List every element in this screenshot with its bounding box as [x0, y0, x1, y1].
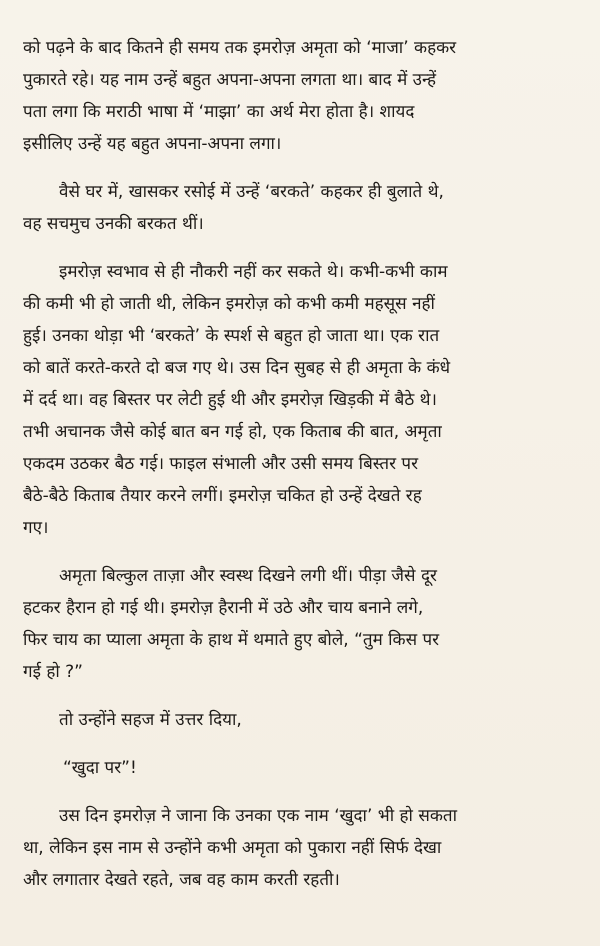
text-line: हटकर हैरान हो गई थी। इमरोज़ हैरानी में उठे और चाय बनाने लगे, — [23, 598, 424, 618]
text-line: इसीलिए उन्हें यह बहुत अपना-अपना लगा। — [23, 134, 282, 154]
text-line: को बातें करते-करते दो बज गए थे। उस दिन सुबह से ही अमृता के कंधे — [23, 358, 451, 378]
paragraph-2 — [23, 176, 576, 240]
text-line: पुकारते रहे। यह नाम उन्हें बहुत अपना-अपना लगता था। बाद में उन्हें — [23, 70, 437, 90]
text-line: बैठे-बैठे किताब तैयार करने लगीं। इमरोज़ चकित हो उन्हें देखते रह — [23, 486, 422, 506]
text-line: इमरोज़ स्वभाव से ही नौकरी नहीं कर सकते थे। कभी-कभी काम — [59, 262, 448, 282]
text-line: फिर चाय का प्याला अमृता के हाथ में थमाते हुए बोले, “तुम किस पर — [23, 630, 440, 650]
text-line: हुई। उनका थोड़ा भी ‘बरकते’ के स्पर्श से बहुत हो जाता था। एक रात — [23, 326, 440, 346]
paragraph-gap — [23, 160, 576, 176]
text-line: अमृता बिल्कुल ताज़ा और स्वस्थ दिखने लगी थीं। पीड़ा जैसे दूर — [59, 566, 437, 586]
paragraph-gap — [23, 544, 576, 560]
text-line: पता लगा कि मराठी भाषा में ‘माझा’ का अर्थ मेरा होता है। शायद — [23, 102, 415, 122]
text-line: की कमी भी हो जाती थी, लेकिन इमरोज़ को कभी कमी महसूस नहीं — [23, 294, 435, 314]
text-line: “खुदा पर”! — [63, 758, 137, 778]
paragraph-6 — [23, 752, 576, 784]
paragraph-1 — [23, 32, 576, 160]
text-line: और लगातार देखते रहते, जब वह काम करती रहती। — [23, 870, 340, 890]
text-line: में दर्द था। वह बिस्तर पर लेटी हुई थी और इमरोज़ खिड़की में बैठे थे। — [23, 390, 437, 410]
text-line: उस दिन इमरोज़ ने जाना कि उनका एक नाम ‘खुदा’ भी हो सकता — [59, 806, 457, 826]
text-line: एकदम उठकर बैठ गई। फाइल संभाली और उसी समय बिस्तर पर — [23, 454, 419, 474]
text-line: गए। — [23, 518, 49, 538]
paragraph-gap — [23, 784, 576, 800]
text-line: वैसे घर में, खासकर रसोई में उन्हें ‘बरकते’ कहकर ही बुलाते थे, — [59, 182, 444, 202]
paragraph-4 — [23, 560, 576, 688]
paragraph-7 — [23, 800, 576, 896]
text-line: तभी अचानक जैसे कोई बात बन गई हो, एक किताब की बात, अमृता — [23, 422, 442, 442]
text-line: को पढ़ने के बाद कितने ही समय तक इमरोज़ अमृता को ‘माजा’ कहकर — [23, 38, 457, 58]
paragraph-3 — [23, 256, 576, 544]
paragraph-5 — [23, 704, 576, 736]
paragraph-gap — [23, 736, 576, 752]
paragraph-gap — [23, 688, 576, 704]
text-line: वह सचमुच उनकी बरकत थीं। — [23, 214, 204, 234]
text-line: तो उन्होंने सहज में उत्तर दिया, — [59, 710, 242, 730]
paragraph-gap — [23, 240, 576, 256]
text-line: था, लेकिन इस नाम से उन्होंने कभी अमृता को पुकारा नहीं सिर्फ देखा — [23, 838, 442, 858]
text-line: गई हो ?” — [23, 662, 83, 682]
